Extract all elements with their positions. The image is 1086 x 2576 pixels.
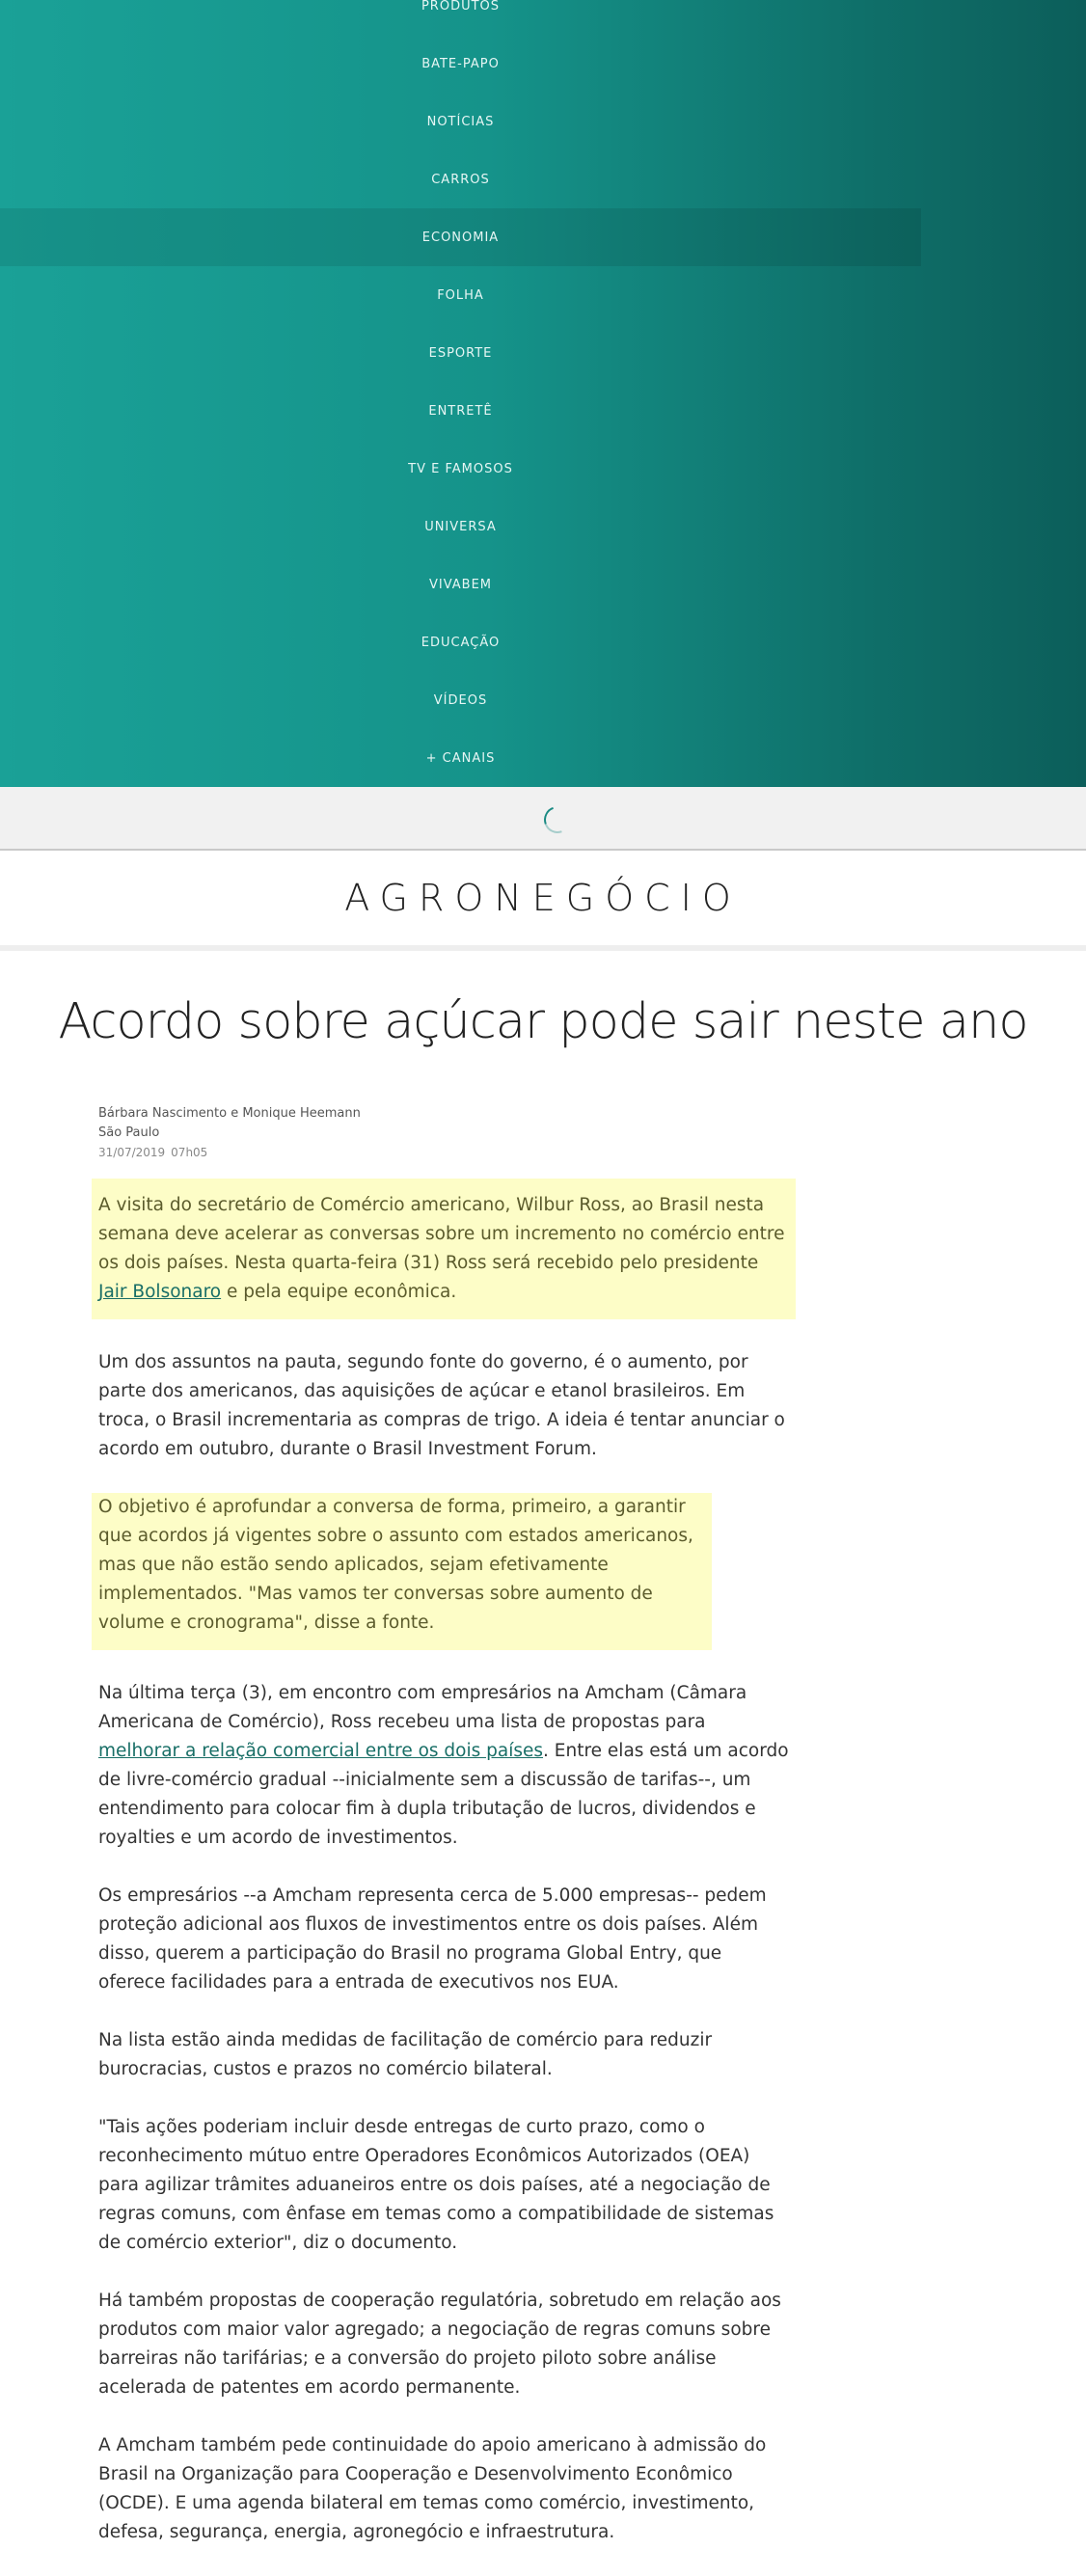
article-paragraph: Há também propostas de cooperação regulatória, sobretudo em relação aos produtos com maior valor agregado; a negociação de regras comuns sobre barreiras não tarifárias; e a conversão do projeto piloto sobre análise acelerada de patentes em acordo permanente. <box>98 2291 781 2398</box>
loading-bar <box>0 787 1086 851</box>
nav-item-videos[interactable]: VÍDEOS <box>433 692 488 708</box>
paragraph-text: . Entre elas está um acordo de livre-comércio gradual --inicialmente sem a discussão de tarifas--, um entendimento para colocar fim à dupla tributação de lucros, dividendos e royalties e um acordo de investimentos. <box>98 1741 789 1848</box>
nav-item-universa[interactable]: UNIVERSA <box>424 519 497 534</box>
link-relacao-comercial[interactable]: melhorar a relação comercial entre os dois países <box>98 1741 544 1761</box>
article-paragraph: Os empresários --a Amcham representa cerca de 5.000 empresas-- pedem proteção adicional aos fluxos de investimentos entre os dois países. Além disso, querem a participação do Brasil no programa Global Entry, que oferece facilidades para a entrada de executivos nos EUA. <box>98 1885 767 1993</box>
article-paragraph: A Amcham também pede continuidade do apoio americano à admissão do Brasil na Organização para Cooperação e Desenvolvimento Econômico (OCDE). E uma agenda bilateral em temas como comércio, investimento, defesa, segurança, energia, agronegócio e infraestrutura. <box>98 2435 767 2542</box>
nav-item-vivabem[interactable]: VIVABEM <box>428 577 493 592</box>
nav-item-educacao[interactable]: EDUCAÇÃO <box>421 635 501 650</box>
section-title[interactable]: AGRONEGÓCIO <box>344 877 742 919</box>
article-paragraph: "Tais ações poderiam incluir desde entregas de curto prazo, como o reconhecimento mútuo entre Operadores Econômicos Autorizados (OEA) para agilizar trâmites aduaneiros entre os dois países, até a negociação de regras comuns, com ênfase em temas como a compatibilidade de sistemas de comércio exterior", diz o documento. <box>98 2117 774 2253</box>
article-paragraph-highlighted <box>92 1179 796 1319</box>
nav-item-carros[interactable]: CARROS <box>431 172 490 187</box>
spinner-icon <box>539 801 575 837</box>
nav-item-tv-e-famosos[interactable]: TV E FAMOSOS <box>408 461 513 476</box>
byline <box>98 1104 361 1162</box>
nav-item-mais-canais[interactable]: + CANAIS <box>425 750 496 766</box>
nav-item-bate-papo[interactable]: BATE-PAPO <box>421 56 500 71</box>
channel-menu <box>0 0 1086 787</box>
paragraph-text: A visita do secretário de Comércio americano, Wilbur Ross, ao Brasil nesta semana deve acelerar as conversas sobre um incremento no comércio entre os dois países. Nesta quarta-feira (31) Ross será recebido pelo presidente <box>98 1195 785 1273</box>
article-paragraph-highlighted: O objetivo é aprofundar a conversa de forma, primeiro, a garantir que acordos já vigentes sobre o assunto com estados americanos, mas que não estão sendo aplicados, sejam efetivamente implementados. "Mas vamos ter conversas sobre aumento de volume e cronograma", disse a fonte. <box>92 1493 712 1650</box>
nav-item-economia[interactable]: ECONOMIA <box>0 208 921 266</box>
article-paragraph: Na lista estão ainda medidas de facilitação de comércio para reduzir burocracias, custos e prazos no comércio bilateral. <box>98 2030 713 2079</box>
article-paragraph: Um dos assuntos na pauta, segundo fonte do governo, é o aumento, por parte dos americanos, das aquisições de açúcar e etanol brasileiros. Em troca, o Brasil incrementaria as compras de trigo. A ideia é tentar anunciar o acordo em outubro, durante o Brasil Investment Forum. <box>98 1352 785 1459</box>
nav-item-folha[interactable]: FOLHA <box>437 287 484 303</box>
publish-datetime <box>98 1143 361 1162</box>
article-body <box>98 1179 789 2576</box>
nav-item-esporte[interactable]: ESPORTE <box>428 345 493 361</box>
publish-time: 07h05 <box>171 1146 208 1159</box>
article-paragraph <box>98 1679 789 1853</box>
article-location: São Paulo <box>98 1125 160 1140</box>
nav-item-produtos[interactable]: PRODUTOS <box>421 0 501 14</box>
author-names: Bárbara Nascimento e Monique Heemann <box>98 1106 361 1121</box>
paragraph-text: Na última terça (3), em encontro com empresários na Amcham (Câmara Americana de Comércio), Ross recebeu uma lista de propostas para <box>98 1683 747 1732</box>
publish-date: 31/07/2019 <box>98 1146 166 1159</box>
nav-item-entrete[interactable]: ENTRETÊ <box>428 403 493 419</box>
section-divider <box>0 945 1086 951</box>
article-headline: Acordo sobre açúcar pode sair neste ano <box>58 993 1028 1050</box>
paragraph-text: e pela equipe econômica. <box>221 1282 457 1302</box>
nav-item-noticias[interactable]: NOTÍCIAS <box>426 114 495 129</box>
link-jair-bolsonaro[interactable]: Jair Bolsonaro <box>98 1282 222 1302</box>
